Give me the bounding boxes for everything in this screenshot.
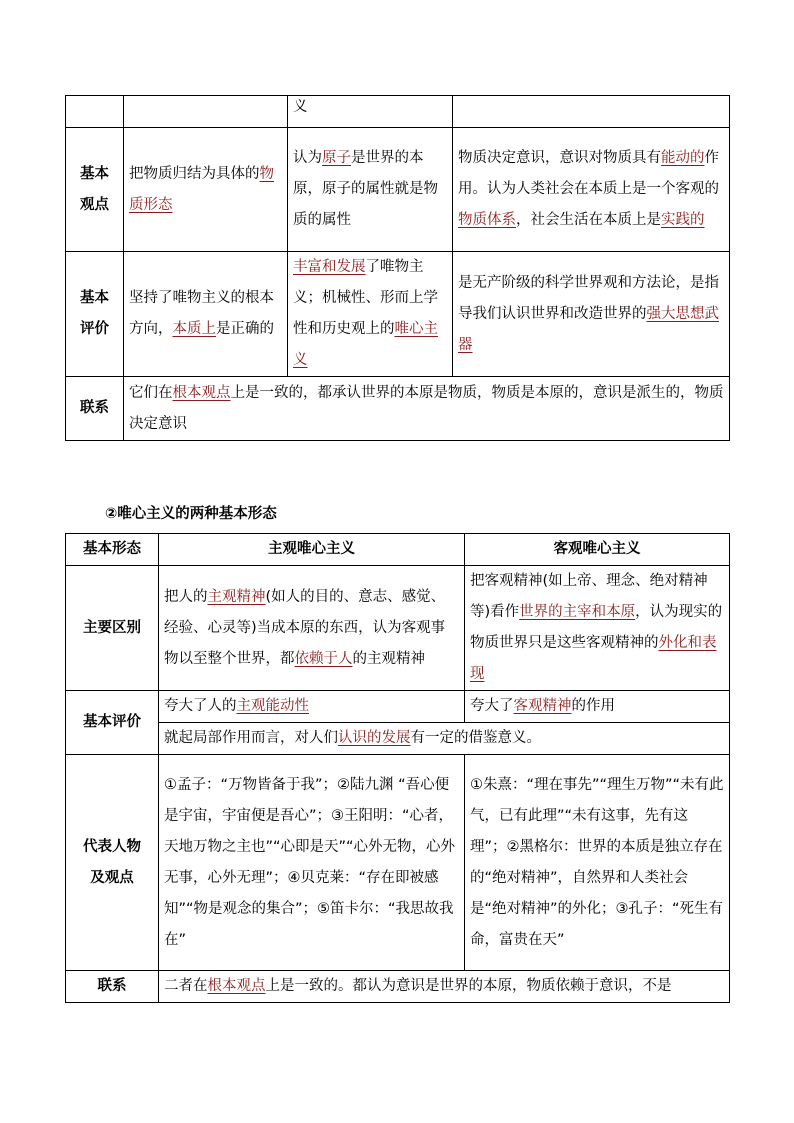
highlight-term: 原子 <box>322 150 351 166</box>
highlight-term: 外化和表现 <box>470 635 717 682</box>
highlight-term: 本质上 <box>172 321 216 337</box>
table-cell: 夸大了客观精神的作用 <box>465 691 730 723</box>
table-row <box>66 96 730 128</box>
materialism-comparison-table <box>65 95 730 441</box>
table-row <box>66 971 730 1003</box>
table-row <box>66 723 730 755</box>
highlight-term: 能动的 <box>661 150 705 166</box>
highlight-term: 强大思想武器 <box>458 305 719 353</box>
table-cell: ①孟子：“万物皆备于我”；②陆九渊 “吾心便是宇宙，宇宙便是吾心”；③王阳明：“心者，天地万物之主也”“心即是天”“心外无物，心外无事，心外无理”；④贝克莱：“存在即被感知”“物是观念的集合”；⑤笛卡尔：“我思故我在” <box>159 755 465 971</box>
table-cell <box>453 96 730 128</box>
highlight-term: 丰富和发展 <box>293 259 366 275</box>
row-label-relation: 联系 <box>66 377 124 441</box>
table-row <box>66 691 730 723</box>
table-row <box>66 377 730 441</box>
highlight-term: 根本观点 <box>207 978 266 994</box>
table-cell <box>124 96 288 128</box>
row-label-basic-eval: 基本 评价 <box>66 252 124 377</box>
highlight-term: 根本观点 <box>172 384 231 401</box>
idealism-forms-table <box>65 533 730 1003</box>
row-label-main-diff: 主要区别 <box>66 566 159 691</box>
highlight-term: 认识的发展 <box>338 730 411 746</box>
table-cell: 是无产阶级的科学世界观和方法论，是指导我们认识世界和改造世界的强大思想武器 <box>453 252 730 377</box>
highlight-term: 世界的主宰和本原 <box>519 604 636 620</box>
cell-text: 义 <box>293 99 308 115</box>
table-cell: 丰富和发展了唯物主义；机械性、形而上学性和历史观上的唯心主义 <box>288 252 453 377</box>
highlight-term: 依赖于人 <box>294 650 353 667</box>
table-cell: 它们在根本观点上是一致的，都承认世界的本原是物质，物质是本原的，意识是派生的，物质决定意识 <box>124 377 730 441</box>
table-cell: 物质决定意识，意识对物质具有能动的作用。认为人类社会在本质上是一个客观的物质体系，社会生活在本质上是实践的 <box>453 128 730 252</box>
table-cell <box>66 96 124 128</box>
table-cell: 把客观精神(如上帝、理念、绝对精神等)看作世界的主宰和本原，认为现实的物质世界只是这些客观精神的外化和表现 <box>465 566 730 691</box>
table-cell: 二者在根本观点上是一致的。都认为意识是世界的本原，物质依赖于意识，不是 <box>159 971 730 1003</box>
row-label-relation: 联系 <box>66 971 159 1003</box>
column-header: 主观唯心主义 <box>159 534 465 566</box>
highlight-term: 主观能动性 <box>236 698 309 714</box>
table-row <box>66 755 730 971</box>
row-label-basic-eval: 基本评价 <box>66 691 159 755</box>
table-row <box>66 252 730 377</box>
table-header-row <box>66 534 730 566</box>
highlight-term: 主观精神 <box>207 588 266 605</box>
table-cell <box>288 96 453 128</box>
row-label-basic-view: 基本 观点 <box>66 128 124 252</box>
table-cell: 坚持了唯物主义的根本方向，本质上是正确的 <box>124 252 288 377</box>
highlight-term: 唯心主义 <box>293 321 438 368</box>
highlight-term: 客观精神 <box>513 698 572 714</box>
table-row <box>66 128 730 252</box>
highlight-term: 物质形态 <box>129 165 274 213</box>
column-header: 基本形态 <box>66 534 159 566</box>
highlight-term: 实践的 <box>661 212 705 228</box>
row-label-representatives: 代表人物 及观点 <box>66 755 159 971</box>
table-cell: 就起局部作用而言，对人们认识的发展有一定的借鉴意义。 <box>159 723 730 755</box>
section-title: ②唯心主义的两种基本形态 <box>105 506 277 522</box>
column-header: 客观唯心主义 <box>465 534 730 566</box>
highlight-term: 物质体系 <box>458 212 516 228</box>
table-cell: 把物质归结为具体的物质形态 <box>124 128 288 252</box>
table-cell: 把人的主观精神(如人的目的、意志、感觉、经验、心灵等)当成本原的东西，认为客观事物以至整个世界，都依赖于人的主观精神 <box>159 566 465 691</box>
table-cell: ①朱熹：“理在事先”“理生万物”“未有此气，已有此理”“未有这事，先有这理”；②黑格尔：世界的本质是独立存在的“绝对精神”，自然界和人类社会是“绝对精神”的外化；③孔子：“死生有命，富贵在天” <box>465 755 730 971</box>
table-cell: 夸大了人的主观能动性 <box>159 691 465 723</box>
table-cell: 认为原子是世界的本原，原子的属性就是物质的属性 <box>288 128 453 252</box>
table-row <box>66 566 730 691</box>
